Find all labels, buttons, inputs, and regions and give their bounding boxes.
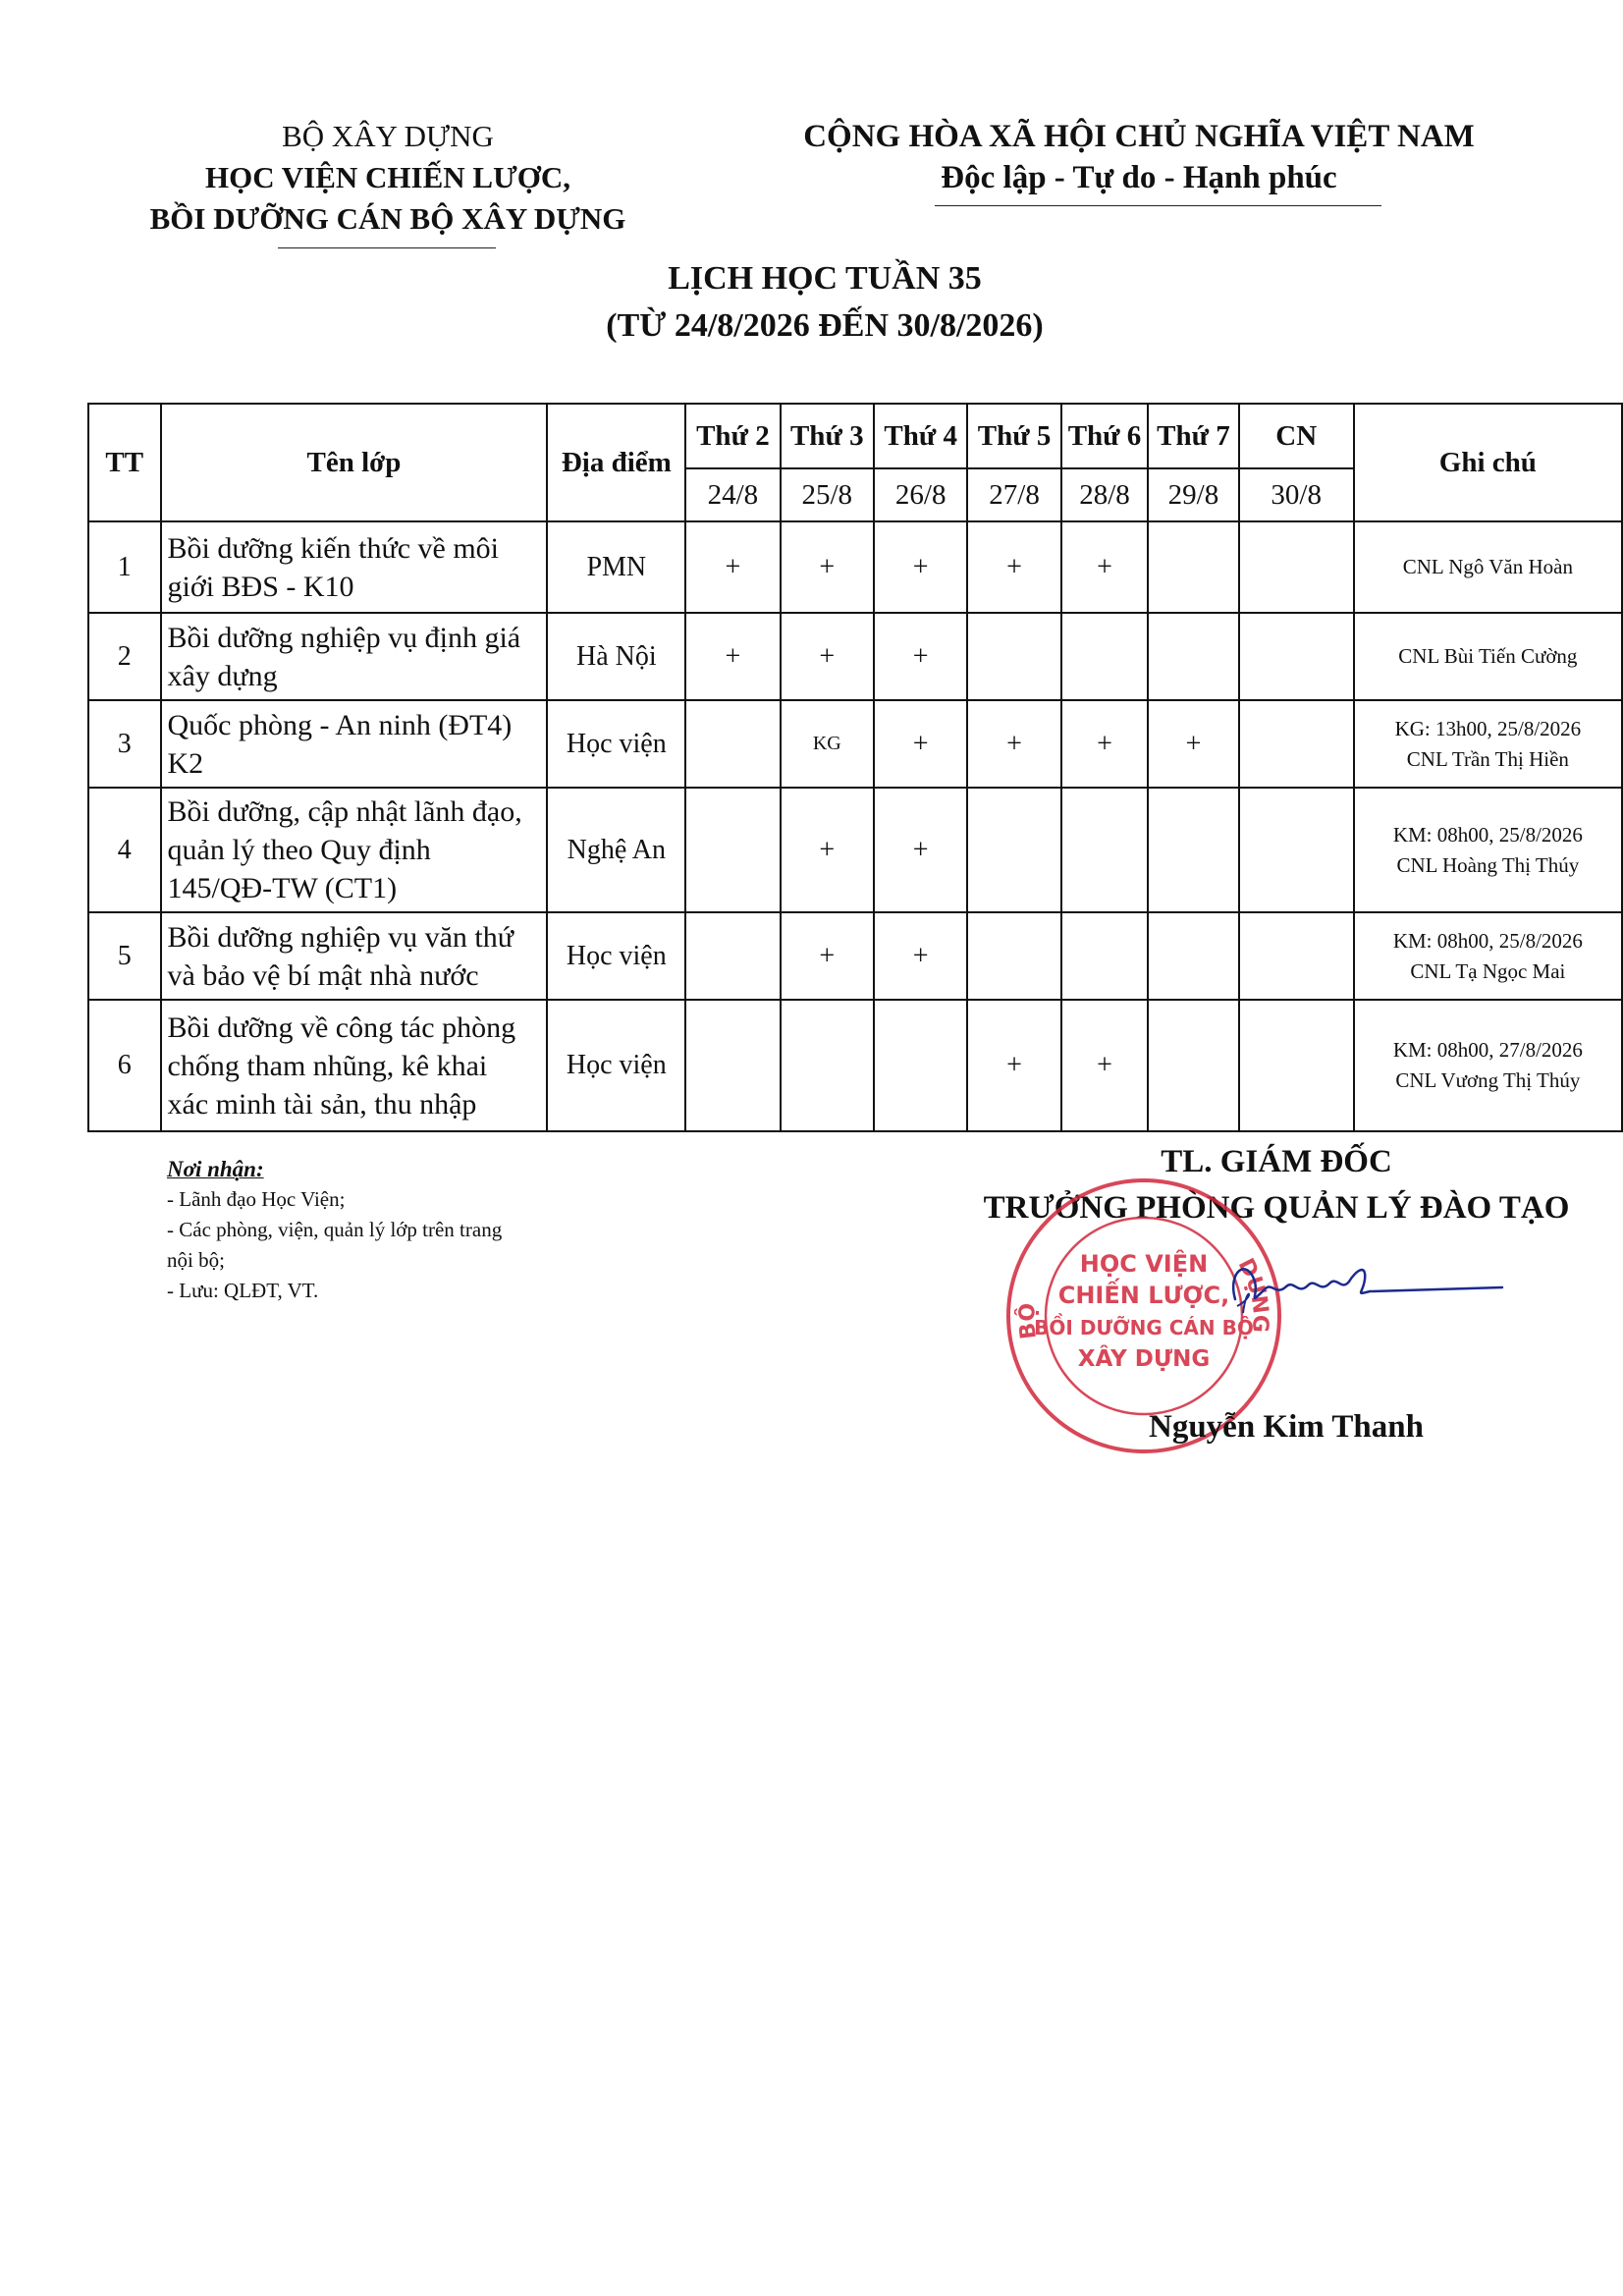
day-mark — [1061, 788, 1148, 912]
day-mark: + — [874, 521, 967, 613]
header-day-date: 30/8 — [1239, 468, 1354, 521]
row-number: 3 — [88, 700, 161, 788]
course-name-line: chống tham nhũng, kê khai — [167, 1049, 488, 1082]
course-name-line: xác minh tài sản, thu nhập — [167, 1087, 477, 1121]
day-mark: + — [781, 521, 874, 613]
day-mark — [685, 1000, 780, 1131]
table-row — [88, 613, 1622, 700]
header-location: Địa điểm — [547, 404, 685, 521]
row-number: 2 — [88, 613, 161, 700]
day-mark — [1148, 788, 1238, 912]
note-line: KG: 13h00, 25/8/2026 — [1394, 716, 1582, 740]
recipient-item: - Các phòng, viện, quản lý lớp trên trang — [167, 1218, 503, 1241]
header-day-name: Thứ 3 — [781, 404, 874, 468]
schedule-body — [88, 521, 1622, 1131]
note-line: KM: 08h00, 25/8/2026 — [1392, 928, 1583, 953]
table-row — [88, 700, 1622, 788]
row-number: 6 — [88, 1000, 161, 1131]
course-location: Học viện — [547, 912, 685, 1000]
course-name — [161, 700, 548, 788]
day-mark — [1148, 613, 1238, 700]
motto-underline — [935, 205, 1381, 206]
day-mark: + — [781, 912, 874, 1000]
day-mark: + — [874, 700, 967, 788]
course-name-line: Bồi dưỡng về công tác phòng — [167, 1011, 516, 1044]
row-number: 5 — [88, 912, 161, 1000]
header-note: Ghi chú — [1354, 404, 1622, 521]
table-row — [88, 788, 1622, 912]
day-mark — [1239, 613, 1354, 700]
row-number: 4 — [88, 788, 161, 912]
table-row — [88, 1000, 1622, 1131]
note-line: KM: 08h00, 25/8/2026 — [1392, 822, 1583, 847]
course-name-line: Quốc phòng - An ninh (ĐT4) — [167, 708, 513, 741]
row-number: 1 — [88, 521, 161, 613]
header-day-date: 29/8 — [1148, 468, 1238, 521]
day-mark: + — [685, 613, 780, 700]
course-location: Học viện — [547, 700, 685, 788]
course-name — [161, 1000, 548, 1131]
course-name-line: K2 — [167, 746, 204, 780]
course-name-line: Bồi dưỡng, cập nhật lãnh đạo, — [167, 795, 522, 828]
course-name-line: Bồi dưỡng kiến thức về môi — [167, 531, 500, 565]
recipient-item: nội bộ; — [167, 1248, 225, 1272]
day-mark — [874, 1000, 967, 1131]
day-mark — [685, 700, 780, 788]
header-day-name: Thứ 2 — [685, 404, 780, 468]
header-day-date: 24/8 — [685, 468, 780, 521]
title-line1: LỊCH HỌC TUẦN 35 — [668, 260, 982, 297]
ministry-name: BỘ XÂY DỰNG — [282, 119, 494, 153]
day-mark: + — [1061, 700, 1148, 788]
day-mark: KG — [781, 700, 874, 788]
signatory-name: Nguyễn Kim Thanh — [1149, 1409, 1424, 1445]
day-mark — [1148, 1000, 1238, 1131]
day-mark — [685, 912, 780, 1000]
day-mark: + — [1061, 521, 1148, 613]
day-mark — [1061, 912, 1148, 1000]
course-name-line: Bồi dưỡng nghiệp vụ định giá — [167, 621, 521, 654]
day-mark — [1239, 912, 1354, 1000]
course-name — [161, 613, 548, 700]
course-name-line: xây dựng — [167, 659, 278, 692]
table-row — [88, 912, 1622, 1000]
course-name-line: và bảo vệ bí mật nhà nước — [167, 958, 479, 992]
course-name — [161, 521, 548, 613]
course-note — [1354, 700, 1622, 788]
day-mark — [781, 1000, 874, 1131]
course-name-line: Bồi dưỡng nghiệp vụ văn thứ — [167, 920, 514, 954]
day-mark — [1239, 521, 1354, 613]
course-name — [161, 788, 548, 912]
seal-ring-text-left: BỘ — [1014, 1302, 1042, 1340]
note-line: CNL Hoàng Thị Thúy — [1396, 852, 1580, 877]
recipient-item: - Lưu: QLĐT, VT. — [167, 1279, 319, 1302]
institute-name-line1: HỌC VIỆN CHIẾN LƯỢC, — [204, 160, 571, 194]
schedule-table — [87, 403, 1623, 1132]
header-day-date: 25/8 — [781, 468, 874, 521]
note-line: CNL Vương Thị Thúy — [1395, 1068, 1581, 1092]
day-mark — [967, 788, 1060, 912]
recipients-heading: Nơi nhận: — [167, 1157, 264, 1181]
course-name-line: giới BĐS - K10 — [167, 570, 354, 603]
note-line: CNL Bùi Tiến Cường — [1398, 644, 1578, 668]
course-name — [161, 912, 548, 1000]
note-line: CNL Ngô Văn Hoàn — [1402, 555, 1573, 578]
issuer-block — [118, 116, 658, 240]
day-mark: + — [967, 521, 1060, 613]
note-line: CNL Tạ Ngọc Mai — [1410, 958, 1566, 983]
course-location: PMN — [547, 521, 685, 613]
seal-center-line2: CHIẾN LƯỢC, — [1057, 1282, 1230, 1309]
day-mark — [1061, 613, 1148, 700]
course-note — [1354, 613, 1622, 700]
header-day-name: Thứ 4 — [874, 404, 967, 468]
day-mark: + — [685, 521, 780, 613]
table-row — [88, 521, 1622, 613]
course-note — [1354, 521, 1622, 613]
course-location: Hà Nội — [547, 613, 685, 700]
recipients-block — [167, 1154, 589, 1306]
day-mark: + — [1061, 1000, 1148, 1131]
day-mark — [1239, 1000, 1354, 1131]
national-header — [746, 116, 1532, 198]
note-line: KM: 08h00, 27/8/2026 — [1392, 1038, 1583, 1062]
course-note — [1354, 1000, 1622, 1131]
day-mark: + — [967, 700, 1060, 788]
day-mark — [1148, 521, 1238, 613]
day-mark — [1239, 788, 1354, 912]
header-day-date: 28/8 — [1061, 468, 1148, 521]
day-mark: + — [874, 912, 967, 1000]
document-title — [393, 255, 1257, 350]
header-day-name: Thứ 6 — [1061, 404, 1148, 468]
day-mark: + — [1148, 700, 1238, 788]
header-day-name: Thứ 7 — [1148, 404, 1238, 468]
course-note — [1354, 912, 1622, 1000]
day-mark: + — [874, 788, 967, 912]
seal-center-line1: HỌC VIỆN — [1079, 1250, 1209, 1278]
day-mark: + — [781, 613, 874, 700]
signatory-title-line1: TL. GIÁM ĐỐC — [1161, 1144, 1392, 1179]
recipient-item: - Lãnh đạo Học Viện; — [167, 1187, 346, 1211]
day-mark: + — [967, 1000, 1060, 1131]
note-line: CNL Trần Thị Hiền — [1406, 746, 1569, 771]
day-mark — [967, 912, 1060, 1000]
day-mark: + — [781, 788, 874, 912]
course-name-line: quản lý theo Quy định — [167, 834, 431, 866]
day-mark — [1239, 700, 1354, 788]
course-name-line: 145/QĐ-TW (CT1) — [167, 872, 398, 904]
issuer-underline — [278, 247, 496, 248]
signatory-title-line2: TRƯỞNG PHÒNG QUẢN LÝ ĐÀO TẠO — [983, 1190, 1570, 1226]
day-mark: + — [874, 613, 967, 700]
motto: Độc lập - Tự do - Hạnh phúc — [941, 160, 1337, 195]
header-day-name: CN — [1239, 404, 1354, 468]
header-tt: TT — [88, 404, 161, 521]
title-line2: (TỪ 24/8/2026 ĐẾN 30/8/2026) — [606, 307, 1044, 344]
seal-center-line4: XÂY DỰNG — [1077, 1346, 1211, 1372]
course-location: Nghệ An — [547, 788, 685, 912]
day-mark — [1148, 912, 1238, 1000]
country-name: CỘNG HÒA XÃ HỘI CHỦ NGHĨA VIỆT NAM — [803, 119, 1475, 154]
seal-center-line3: BỒI DƯỠNG CÁN BỘ — [1034, 1316, 1254, 1339]
day-mark — [685, 788, 780, 912]
course-location: Học viện — [547, 1000, 685, 1131]
handwritten-signature — [1217, 1252, 1512, 1321]
day-mark — [967, 613, 1060, 700]
header-day-date: 26/8 — [874, 468, 967, 521]
institute-name-line2: BỒI DƯỠNG CÁN BỘ XÂY DỰNG — [149, 201, 626, 236]
seal-ring-text-right: DỰNG — [1232, 1254, 1273, 1334]
header-row — [88, 404, 1622, 468]
header-day-name: Thứ 5 — [967, 404, 1060, 468]
header-day-date: 27/8 — [967, 468, 1060, 521]
header-course-name: Tên lớp — [161, 404, 548, 521]
course-note — [1354, 788, 1622, 912]
